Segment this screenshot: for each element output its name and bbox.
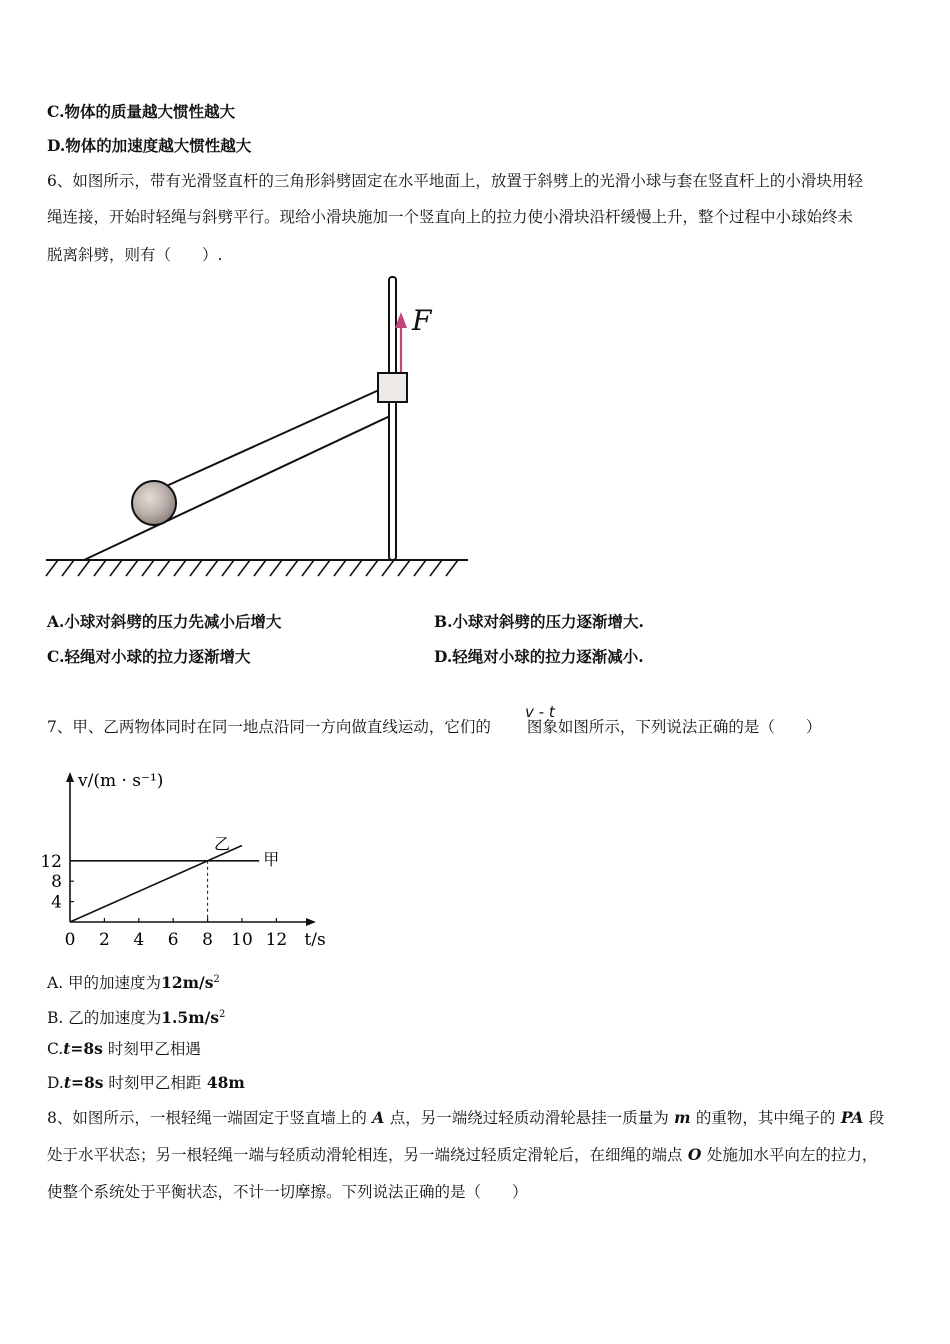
x-tick-label: 12 [265,930,288,950]
q7-option-d-value: 48m [201,1073,245,1092]
y-tick-label: 8 [51,872,62,893]
force-label: F [412,304,432,337]
q6-option-c: C.轻绳对小球的拉力逐渐增大 [47,647,251,666]
q7-option-c-val: =8s [70,1039,103,1058]
q8-segment-pa: PA [835,1108,869,1127]
q8-line2-b: 处施加水平向左的拉力， [706,1146,878,1164]
q7-option-c-t: t [63,1039,71,1058]
q7-option-c-text: 时刻甲乙相遇 [102,1040,201,1058]
q6-stem-line3: 脱离斜劈，则有（ ）. [47,246,223,264]
q5-option-d: D.物体的加速度越大惯性越大 [47,136,252,155]
q8-line1-d: 段 [868,1109,885,1127]
q8-stem-line2 [47,1145,877,1165]
q6-stem-line2: 绳连接，开始时轻绳与斜劈平行。现给小滑块施加一个竖直向上的拉力使小滑块沿杆缓慢上升，整个过程中小球始终未 [47,208,854,226]
q6-option-b: B.小球对斜劈的压力逐渐增大. [434,612,644,631]
slider-block [378,373,407,402]
q6-option-d: D.轻绳对小球的拉力逐渐减小. [434,647,644,666]
q7-option-d-val: =8s [70,1073,104,1092]
q7-option-c [47,1039,201,1059]
q7-option-a [47,970,220,993]
q7-option-b [47,1005,225,1028]
q8-line1-a: 8、如图所示，一根轻绳一端固定于竖直墙上的 [47,1109,367,1127]
q8-line1-c: 的重物，其中绳子的 [695,1109,836,1127]
q7-option-d-label: D. [47,1074,64,1092]
q7-stem-prefix: 7、甲、乙两物体同时在同一地点沿同一方向做直线运动，它们的 [47,718,491,736]
incline-surface [84,416,390,560]
q7-option-d-t: t [63,1073,71,1092]
vertical-rod [389,277,396,560]
x-tick-label: 0 [64,930,76,950]
q8-mass-m: m [668,1108,696,1127]
y-axis-arrow [66,772,74,782]
q8-line1-b: 点，另一端绕过轻质动滑轮悬挂一质量为 [389,1109,669,1127]
ball [132,481,176,525]
ground-hatching [46,560,458,576]
q7-vt-symbol: v - t [525,703,555,721]
q6-stem-line1: 6、如图所示，带有光滑竖直杆的三角形斜劈固定在水平地面上，放置于斜劈上的光滑小球与套在竖直杆上的小滑块用轻 [47,172,863,190]
q8-stem-line1 [47,1108,884,1128]
q6-figure-incline [44,272,472,582]
series-label: 甲 [263,849,280,869]
q7-option-c-label: C. [47,1040,64,1058]
x-tick-label: 4 [133,930,145,950]
q7-vt-chart [40,760,340,955]
q7-option-b-value: 1.5m/s [161,1008,220,1028]
x-tick-label: 2 [98,930,110,950]
x-axis-arrow [306,918,316,926]
q5-option-c: C.物体的质量越大惯性越大 [47,102,235,121]
q7-option-b-sup: 2 [219,1009,226,1020]
x-tick-label: 6 [167,930,179,950]
q8-line2-a: 处于水平状态；另一根轻绳一端与轻质动滑轮相连，另一端绕过轻质定滑轮后，在细绳的端点 [47,1146,683,1164]
q7-stem [47,717,821,737]
q8-point-a: A [366,1108,390,1127]
q7-option-d-text: 时刻甲乙相距 [103,1074,202,1092]
x-tick-label: 8 [202,930,214,950]
q7-option-d [47,1073,245,1093]
y-tick-label: 12 [40,851,62,872]
q7-option-b-text: B. 乙的加速度为 [47,1009,162,1028]
q7-option-a-value: 12m/s [161,973,214,993]
series-label: 乙 [214,834,231,854]
q6-option-a: A.小球对斜劈的压力先减小后增大 [47,612,282,631]
q7-stem-suffix: 图象如图所示，下列说法正确的是（ ） [526,718,822,736]
y-tick-label: 4 [51,892,62,913]
q7-option-a-sup: 2 [213,974,220,985]
x-axis-label: t/s [304,930,326,950]
y-axis-label: v/(m · s⁻¹) [78,771,164,791]
series-line-yi [70,846,242,923]
q7-option-a-text: A. 甲的加速度为 [47,974,162,993]
x-tick-label: 10 [231,930,253,950]
q8-stem-line3: 使整个系统处于平衡状态，不计一切摩擦。下列说法正确的是（ ） [47,1183,528,1201]
q8-point-o: O [682,1145,707,1164]
